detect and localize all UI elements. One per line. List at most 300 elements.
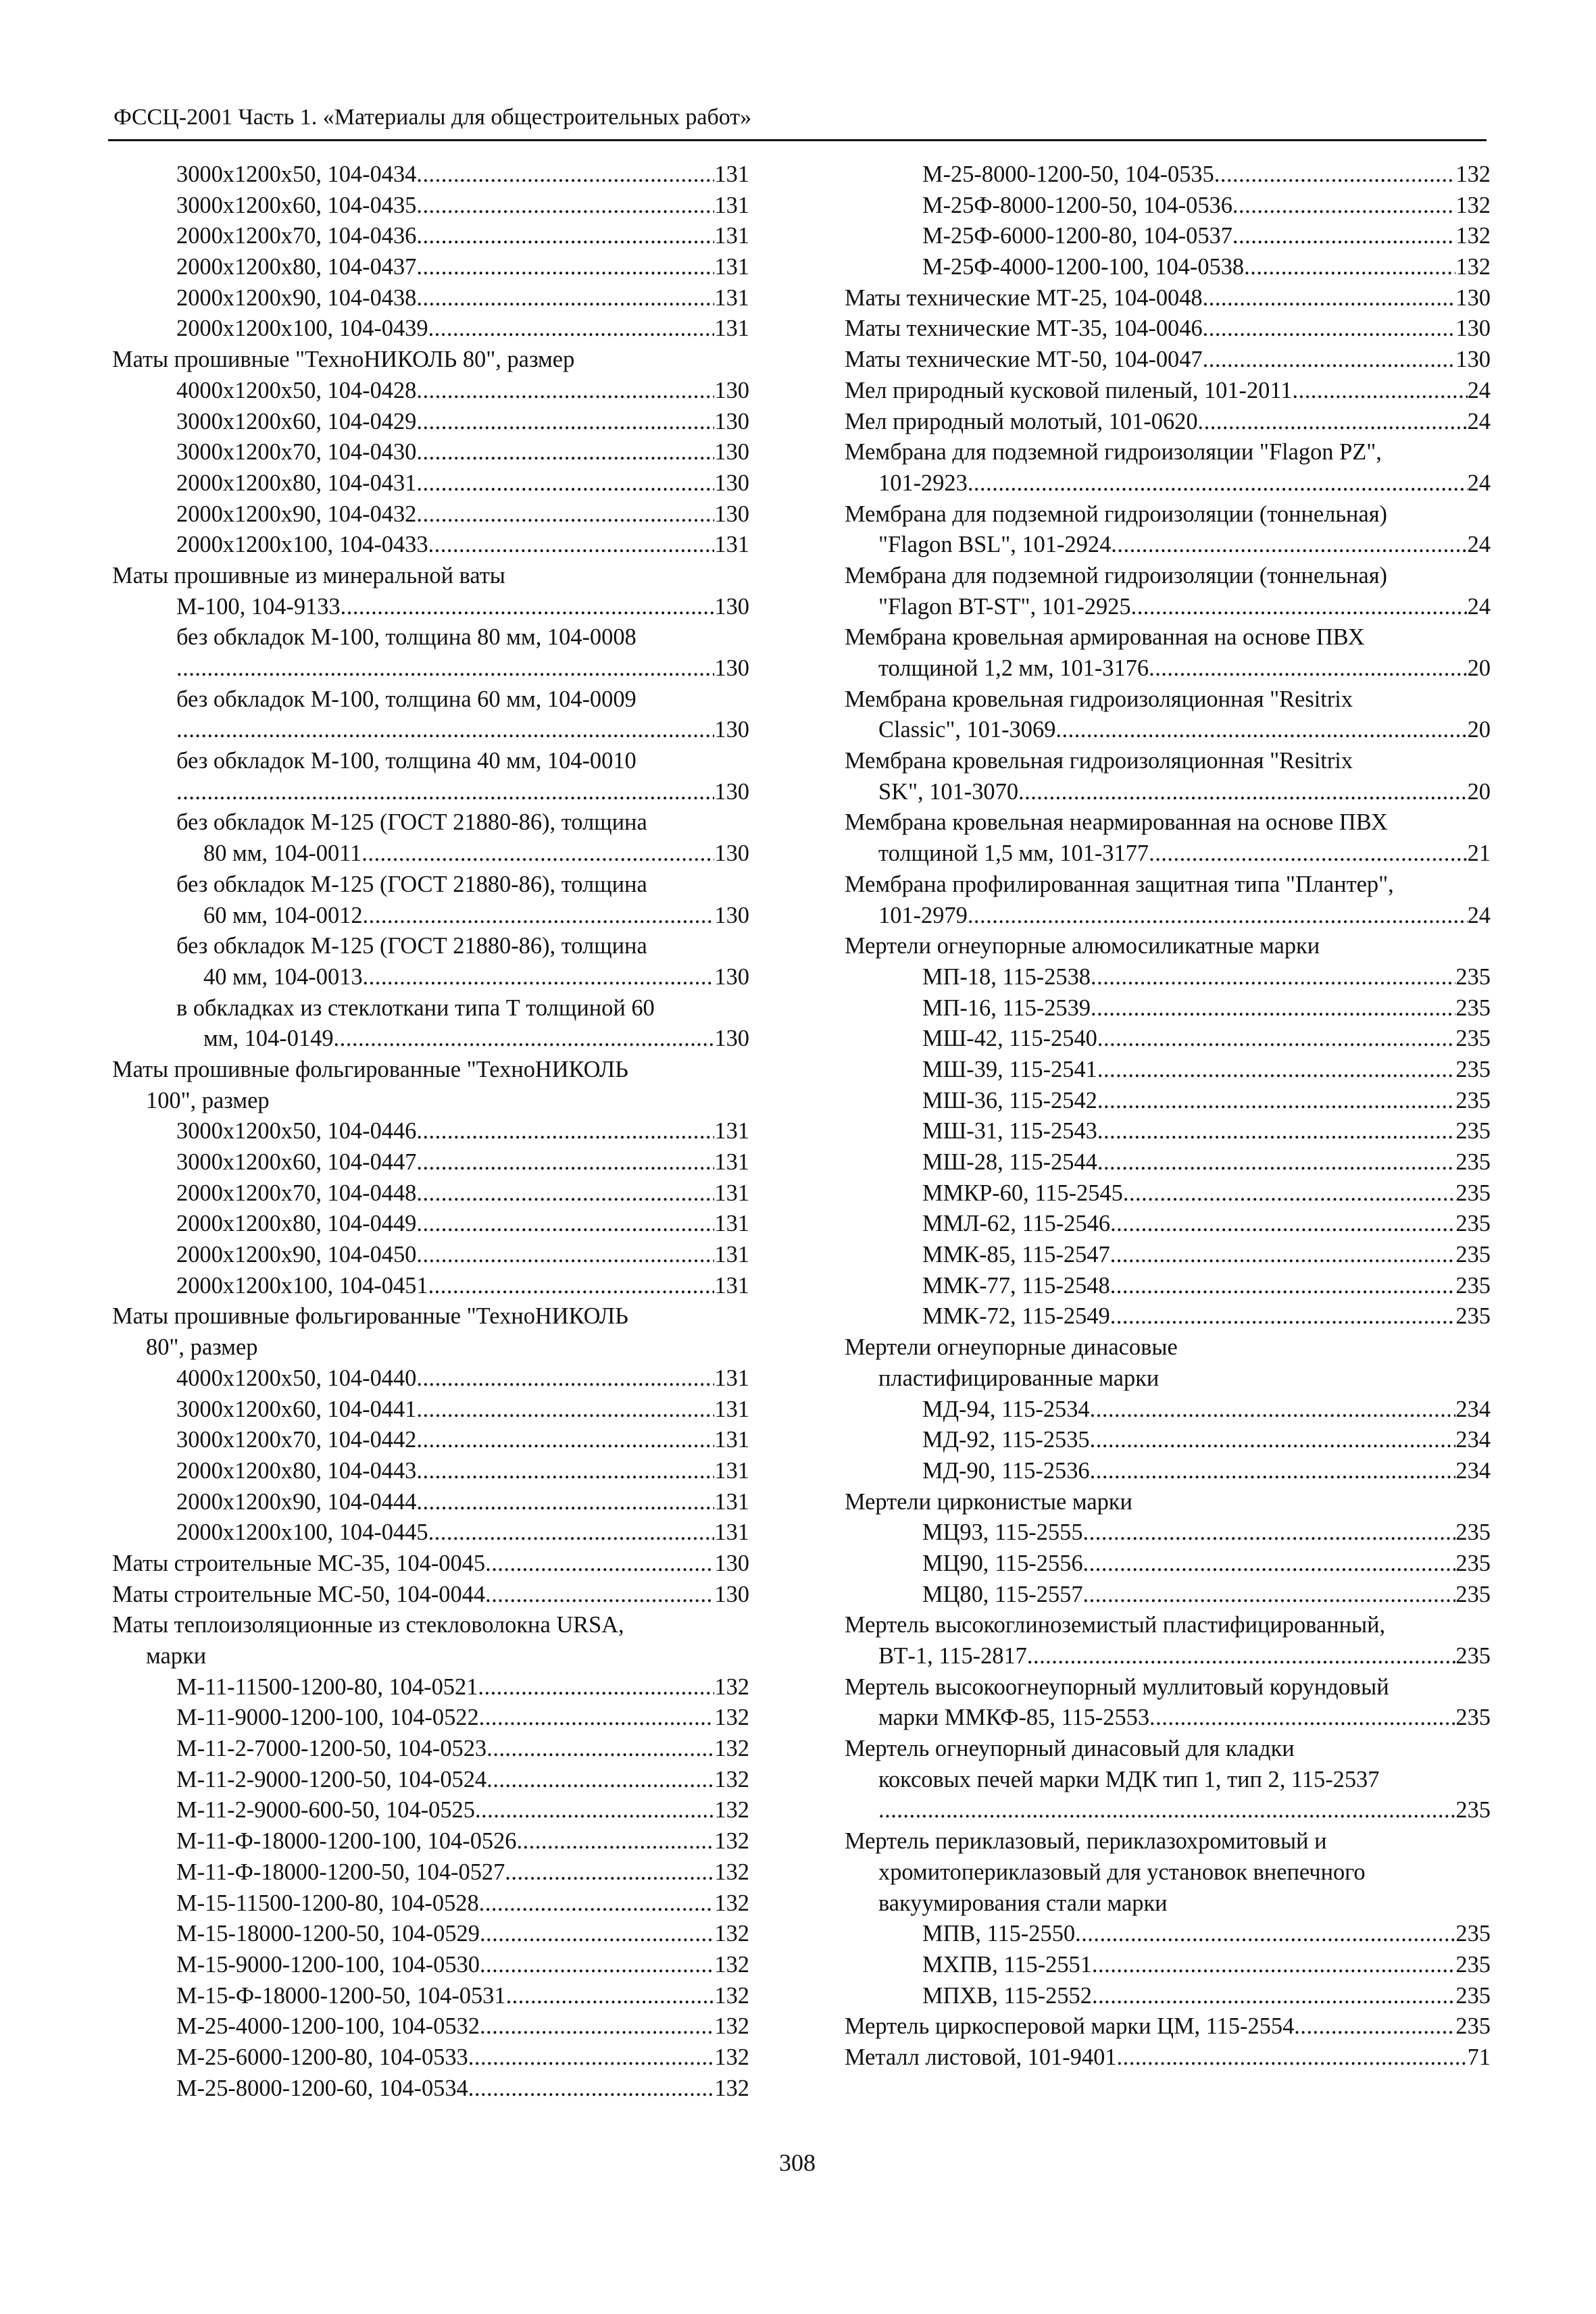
entry-text: ВТ-1, 115-2817 [878,1643,1027,1669]
index-entry [845,870,1491,901]
index-entry [845,221,1491,252]
index-entry [845,1363,1491,1394]
dot-leader [1149,653,1468,684]
entry-page-number: 24 [1467,902,1491,928]
index-entry [112,1301,749,1332]
dot-leader [485,1549,714,1580]
dot-leader [416,407,714,438]
index-entry [112,1672,749,1703]
index-entry [845,159,1491,191]
entry-page-number: 235 [1455,1056,1491,1082]
index-entry [112,1116,749,1147]
entry-page-number: 130 [1455,316,1491,342]
dot-leader [1123,1178,1456,1209]
dot-leader [968,901,1468,932]
index-entry [845,2011,1491,2042]
entry-text: Маты теплоизоляционные из стекловолокна URSA, [112,1612,624,1638]
dot-leader [416,1487,714,1518]
dot-leader [1097,1116,1456,1147]
dot-leader [361,838,714,870]
dot-leader [416,1456,714,1487]
entry-text: 40 мм, 104-0013 [203,963,363,990]
index-entry [112,1456,749,1487]
entry-page-number: 235 [1455,1303,1491,1330]
entry-text: 60 мм, 104-0012 [203,902,363,928]
entry-page-number: 132 [1455,192,1491,218]
entry-page-number: 132 [714,1828,749,1855]
dot-leader [1294,2011,1455,2042]
entry-text: М-15-18000-1200-50, 104-0529 [176,1921,480,1947]
index-entry [845,1580,1491,1611]
entry-page-number: 130 [714,778,749,805]
entry-page-number: 234 [1455,1457,1491,1484]
entry-page-number: 235 [1455,1180,1491,1206]
entry-text: 3000x1200x50, 104-0446 [176,1118,417,1145]
entry-page-number: 131 [714,1365,749,1391]
entry-text: 2000x1200x80, 104-0443 [176,1457,417,1484]
entry-text: М-25Ф-8000-1200-50, 104-0536 [922,192,1232,218]
dot-leader [1090,1456,1456,1487]
dot-leader [516,1826,714,1857]
entry-text: Маты прошивные из минеральной ваты [112,562,505,588]
index-entry [845,1826,1491,1857]
entry-page-number: 131 [714,1211,749,1237]
entry-text: 3000x1200x60, 104-0447 [176,1149,417,1175]
entry-text: марки [146,1643,207,1669]
dot-leader [416,1394,714,1426]
entry-text: ММК-77, 115-2548 [922,1272,1110,1299]
entry-page-number: 20 [1467,655,1491,681]
dot-leader [1075,1919,1455,1950]
dot-leader [478,1672,714,1703]
index-entry [845,622,1491,653]
dot-leader [428,530,715,561]
entry-page-number: 130 [714,963,749,990]
entry-page-number: 234 [1455,1396,1491,1422]
index-entry [112,1580,749,1611]
entry-text: 3000x1200x60, 104-0429 [176,408,417,434]
dot-leader [1083,1549,1456,1580]
entry-text: Мембрана для подземной гидроизоляции (тоннельная) [845,562,1387,588]
index-entry [845,1271,1491,1302]
entry-text: SK", 101-3070 [878,778,1019,805]
entry-page-number: 131 [714,1180,749,1206]
dot-leader [480,1950,714,1981]
index-entry [112,1487,749,1518]
index-entry [112,746,749,777]
dot-leader [506,1981,715,2012]
entry-text: марки ММКФ-85, 115-2553 [878,1705,1150,1731]
entry-text: пластифицированные марки [878,1365,1159,1391]
entry-page-number: 130 [714,377,749,403]
entry-text: 2000x1200x90, 104-0444 [176,1488,417,1515]
index-entry [112,1888,749,1919]
entry-page-number: 132 [714,1859,749,1885]
entry-page-number: 131 [714,1242,749,1268]
entry-text: мм, 104-0149 [203,1026,334,1052]
entry-text: МШ-39, 115-2541 [922,1056,1097,1082]
entry-page-number: 20 [1467,778,1491,805]
dot-leader [485,1580,714,1611]
entry-page-number: 131 [714,1488,749,1515]
index-entry [112,561,749,592]
entry-page-number: 132 [714,1797,749,1823]
entry-text: Маты технические МТ-50, 104-0047 [845,347,1203,373]
index-entry [845,684,1491,715]
page-number: 308 [779,2149,816,2176]
index-entry [112,530,749,561]
index-entry [845,1981,1491,2012]
entry-text: ММЛ-62, 115-2546 [922,1211,1111,1237]
entry-page-number: 131 [714,1427,749,1453]
index-entry [112,1795,749,1826]
dot-leader [1232,191,1455,222]
index-entry [845,1703,1491,1734]
dot-leader [479,1888,715,1919]
dot-leader [1203,283,1456,314]
dot-leader [1097,1086,1456,1117]
entry-page-number: 131 [714,1396,749,1422]
dot-leader [416,283,714,314]
dot-leader [1097,1024,1456,1055]
dot-leader [1092,1981,1455,2012]
dot-leader [480,2011,714,2042]
dot-leader [416,191,714,222]
dot-leader [468,2042,715,2073]
dot-leader [416,1116,714,1147]
index-entry [845,1086,1491,1117]
entry-text: МД-90, 115-2536 [922,1457,1090,1484]
dot-leader [1131,592,1468,623]
index-entry [112,1919,749,1950]
entry-page-number: 235 [1455,1797,1491,1823]
dot-leader [1110,1240,1456,1271]
entry-page-number: 132 [714,1674,749,1700]
entry-text: Мертель высокоглиноземистый пластифицированный, [845,1612,1386,1638]
index-entry [112,807,749,838]
entry-text: толщиной 1,2 мм, 101-3176 [878,655,1149,681]
dot-leader [1232,221,1455,252]
dot-leader [428,313,715,345]
entry-page-number: 132 [1455,254,1491,280]
index-entry [845,1301,1491,1332]
entry-page-number: 235 [1455,1242,1491,1268]
index-entry [112,1086,749,1117]
entry-page-number: 24 [1467,377,1491,403]
entry-text: Мембрана кровельная гидроизоляционная "Resitrix [845,748,1353,774]
dot-leader [1091,993,1455,1024]
dot-leader [416,468,714,499]
index-entry [845,407,1491,438]
entry-text: М-11-Ф-18000-1200-50, 104-0527 [176,1859,505,1885]
entry-text: 2000x1200x70, 104-0436 [176,223,417,249]
entry-page-number: 235 [1455,1519,1491,1546]
dot-leader [1083,1580,1456,1611]
entry-text: 3000x1200x60, 104-0435 [176,192,417,218]
entry-text: 2000x1200x90, 104-0438 [176,284,417,311]
entry-text: Мертель огнеупорный динасовый для кладки [845,1736,1295,1762]
index-entry [845,1147,1491,1178]
index-entry [112,1271,749,1302]
index-entry [845,252,1491,283]
entry-text: 4000x1200x50, 104-0428 [176,377,417,403]
index-entry [112,2073,749,2105]
index-entry [845,1610,1491,1641]
index-entry [845,1209,1491,1240]
index-entry [112,1240,749,1271]
entry-text: М-15-9000-1200-100, 104-0530 [176,1951,480,1978]
entry-page-number: 131 [714,1519,749,1546]
index-entry [112,684,749,715]
index-entry [845,592,1491,623]
dot-leader [487,1765,714,1796]
index-entry [845,746,1491,777]
index-entry [112,715,749,746]
entry-text: МПВ, 115-2550 [922,1921,1076,1947]
index-entry [845,1487,1491,1518]
index-entry [112,1517,749,1549]
entry-page-number: 130 [1455,347,1491,373]
index-entry [845,191,1491,222]
entry-text: М-11-11500-1200-80, 104-0521 [176,1674,478,1700]
index-entry [845,437,1491,468]
dot-leader [1090,1394,1456,1426]
entry-page-number: 132 [714,1705,749,1731]
entry-page-number: 235 [1455,1118,1491,1145]
dot-leader [1110,1209,1455,1240]
index-entry [112,1024,749,1055]
index-entry [845,962,1491,993]
entry-text: коксовых печей марки МДК тип 1, тип 2, 115-2537 [878,1766,1380,1792]
dot-leader [480,1919,714,1950]
index-entry [112,159,749,191]
index-entry [845,1795,1491,1826]
index-entry [845,777,1491,808]
entry-text: Мертель периклазовый, периклазохромитовый и [845,1828,1327,1855]
entry-text: Маты строительные МС-35, 104-0045 [112,1550,486,1576]
entry-text: М-11-2-7000-1200-50, 104-0523 [176,1736,487,1762]
entry-text: МЦ93, 115-2555 [922,1519,1083,1546]
index-entry [845,499,1491,530]
entry-page-number: 131 [714,1118,749,1145]
entry-text: М-11-9000-1200-100, 104-0522 [176,1705,479,1731]
entry-page-number: 235 [1455,1149,1491,1175]
dot-leader [416,1178,714,1209]
dot-leader [416,221,714,252]
entry-text: М-15-11500-1200-80, 104-0528 [176,1890,479,1916]
index-entry [845,1641,1491,1672]
index-entry [112,1950,749,1981]
index-entry [112,191,749,222]
entry-page-number: 132 [714,1951,749,1978]
entry-page-number: 235 [1455,1643,1491,1669]
entry-text: МЦ90, 115-2556 [922,1550,1083,1576]
dot-leader [1214,159,1456,191]
entry-text: МПХВ, 115-2552 [922,1982,1092,2009]
index-entry [112,2011,749,2042]
entry-page-number: 132 [714,1736,749,1762]
index-entry [112,777,749,808]
entry-text: МШ-31, 115-2543 [922,1118,1097,1145]
entry-text: хромитопериклазовый для установок внепечного [878,1859,1366,1885]
index-entry [845,1549,1491,1580]
entry-text: Мертели огнеупорные алюмосиликатные марки [845,933,1320,959]
entry-text: 2000x1200x100, 104-0445 [176,1519,428,1546]
index-entry [845,1456,1491,1487]
entry-text: Мембрана для подземной гидроизоляции "Flagon PZ", [845,439,1382,466]
index-entry [845,1919,1491,1950]
entry-text: 3000x1200x70, 104-0442 [176,1427,417,1453]
index-entry [845,376,1491,407]
entry-page-number: 130 [714,470,749,496]
entry-page-number: 130 [714,501,749,527]
entry-text: МШ-28, 115-2544 [922,1149,1097,1175]
index-entry [845,2042,1491,2073]
index-entry [112,1055,749,1086]
index-entry [112,1209,749,1240]
index-entry [845,715,1491,746]
dot-leader [416,437,714,468]
entry-text: МД-94, 115-2534 [922,1396,1090,1422]
index-entry [845,345,1491,376]
index-entry [112,1734,749,1765]
header-rule [108,139,1487,141]
dot-leader [176,653,714,684]
entry-page-number: 132 [714,1921,749,1947]
entry-page-number: 24 [1467,470,1491,496]
entry-text: МХПВ, 115-2551 [922,1951,1092,1978]
entry-page-number: 131 [714,1149,749,1175]
entry-text: Мембрана профилированная защитная типа "Плантер", [845,871,1394,897]
entry-page-number: 20 [1467,717,1491,743]
entry-text: ММК-85, 115-2547 [922,1242,1110,1268]
index-entry [112,468,749,499]
index-entry [845,1055,1491,1086]
index-entry [112,1857,749,1888]
index-entry [112,901,749,932]
entry-text: без обкладок М-100, толщина 60 мм, 104-0009 [176,686,637,712]
entry-text: ММК-72, 115-2549 [922,1303,1110,1330]
index-entry [112,870,749,901]
entry-text: 80 мм, 104-0011 [203,840,362,867]
entry-text: М-15-Ф-18000-1200-50, 104-0531 [176,1982,506,2009]
index-entry [845,1734,1491,1765]
entry-page-number: 130 [714,439,749,466]
entry-text: Мертели цирконистые марки [845,1488,1132,1515]
entry-page-number: 132 [1455,223,1491,249]
dot-leader [416,252,714,283]
entry-page-number: 130 [714,1026,749,1052]
index-entry [845,530,1491,561]
entry-page-number: 234 [1455,1427,1491,1453]
entry-text: М-25Ф-6000-1200-80, 104-0537 [922,223,1232,249]
index-entry [845,653,1491,684]
dot-leader [968,468,1468,499]
entry-text: Мертель циркосперовой марки ЦМ, 115-2554 [845,2013,1295,2040]
dot-leader [1149,1703,1455,1734]
dot-leader [176,777,714,808]
index-entry [845,468,1491,499]
index-entry [112,437,749,468]
dot-leader [1203,313,1456,345]
entry-page-number: 131 [714,284,749,311]
index-entry [112,1610,749,1641]
index-entry [112,1549,749,1580]
entry-page-number: 132 [714,2044,749,2070]
index-entry [845,993,1491,1024]
entry-text: толщиной 1,5 мм, 101-3177 [878,840,1149,867]
entry-text: Мембрана для подземной гидроизоляции (тоннельная) [845,501,1387,527]
entry-page-number: 131 [714,192,749,218]
entry-text: 2000x1200x100, 104-0451 [176,1272,428,1299]
index-entry [112,622,749,653]
entry-text: МШ-42, 115-2540 [922,1026,1097,1052]
entry-text: без обкладок М-125 (ГОСТ 21880-86), толщина [176,871,647,897]
index-entry [112,407,749,438]
entry-page-number: 235 [1455,1982,1491,2009]
entry-text: Мембрана кровельная армированная на основе ПВХ [845,624,1365,651]
dot-leader [416,159,714,191]
entry-text: М-11-2-9000-1200-50, 104-0524 [176,1766,487,1792]
entry-text: Мембрана кровельная гидроизоляционная "Resitrix [845,686,1353,712]
index-entry [112,1178,749,1209]
index-entry [112,592,749,623]
index-entry [112,252,749,283]
entry-text: Classic", 101-3069 [878,717,1056,743]
dot-leader [363,962,715,993]
dot-leader [1092,1950,1455,1981]
dot-leader [1018,777,1468,808]
entry-text: без обкладок М-100, толщина 40 мм, 104-0010 [176,748,637,774]
index-entry [112,1147,749,1178]
index-entry [845,1024,1491,1055]
index-entry [112,376,749,407]
entry-text: вакуумирования стали марки [878,1890,1168,1916]
dot-leader [468,2073,715,2105]
dot-leader [1097,1055,1456,1086]
dot-leader [416,1240,714,1271]
entry-text: без обкладок М-125 (ГОСТ 21880-86), толщина [176,809,647,836]
dot-leader [416,1147,714,1178]
entry-text: 2000x1200x90, 104-0432 [176,501,417,527]
entry-text: 101-2979 [878,902,968,928]
entry-text: МЦ80, 115-2557 [922,1581,1083,1607]
entry-page-number: 131 [714,1272,749,1299]
entry-text: 2000x1200x100, 104-0433 [176,532,428,558]
dot-leader [1090,1425,1456,1456]
index-entry [112,499,749,530]
dot-leader [1117,2042,1468,2073]
index-entry [845,901,1491,932]
entry-page-number: 132 [714,2013,749,2040]
entry-text: в обкладках из стеклоткани типа Т толщиной 60 [176,995,655,1021]
entry-text: Мел природный молотый, 101-0620 [845,408,1198,434]
index-entry [845,1332,1491,1363]
dot-leader [475,1795,714,1826]
dot-leader [176,715,714,746]
dot-leader [505,1857,714,1888]
entry-text: 4000x1200x50, 104-0440 [176,1365,417,1391]
entry-page-number: 130 [714,1581,749,1607]
index-entry [845,1517,1491,1549]
dot-leader [1203,345,1456,376]
dot-leader [1091,962,1455,993]
entry-text: М-25-8000-1200-50, 104-0535 [922,161,1214,187]
index-entry [845,1394,1491,1426]
entry-page-number: 130 [714,655,749,681]
dot-leader [428,1517,715,1549]
entry-page-number: 132 [714,2075,749,2101]
